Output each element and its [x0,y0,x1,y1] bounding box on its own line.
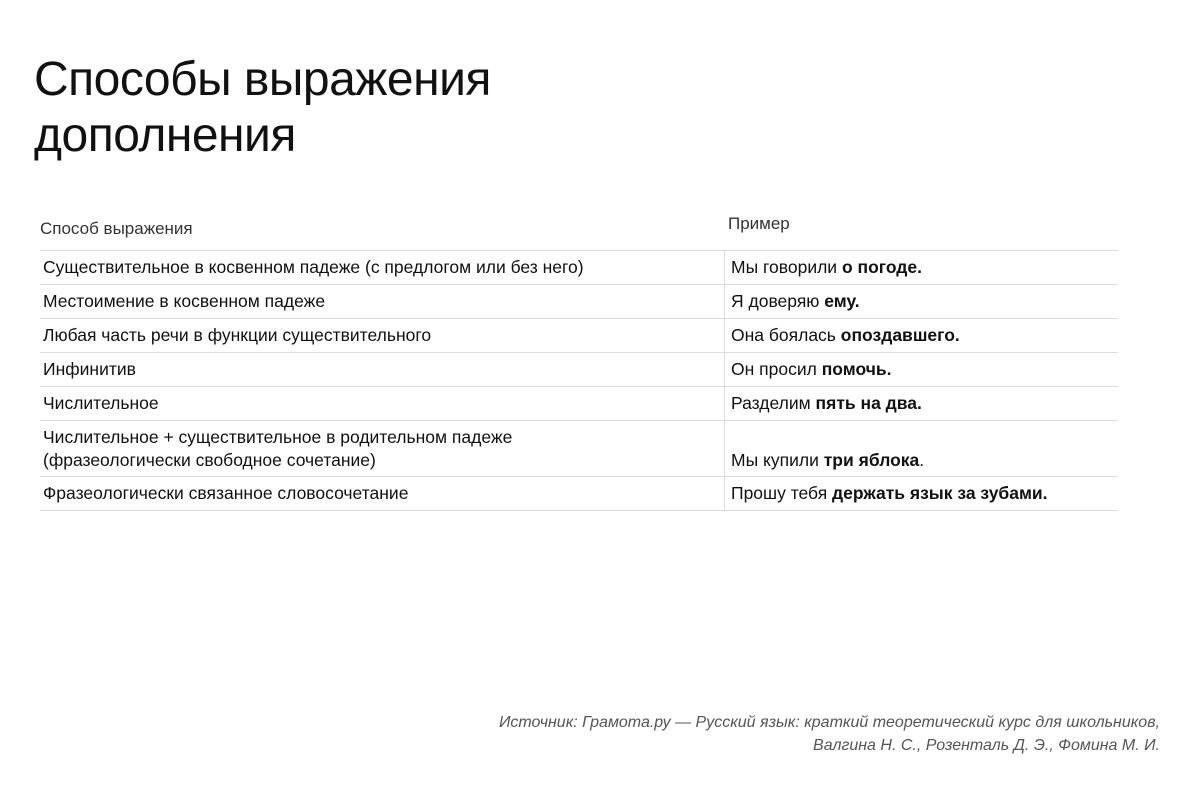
example-cell [725,353,1118,386]
example-text: Я доверяю [731,291,820,311]
example-suffix: . [919,450,925,470]
table-row [40,251,1118,285]
example-cell [725,421,1118,476]
example-cell [725,251,1118,284]
example-text: Разделим [731,393,811,413]
method-cell: Любая часть речи в функции существительного [40,319,725,352]
example-highlight: пять на два. [815,393,922,413]
example-highlight: о погоде. [841,257,922,277]
example-cell [725,285,1118,318]
source-line-2: Валгина Н. С., Розенталь Д. Э., Фомина М. И. [813,737,1160,754]
table-row [40,319,1118,353]
example-text: Прошу тебя [731,483,828,503]
page-title [34,52,734,164]
page-title-line-1: Способы выражения [34,53,491,106]
example-cell [725,387,1118,420]
table-row [40,387,1118,421]
method-cell: Местоимение в косвенном падеже [40,285,725,318]
header-example: Пример [728,214,790,233]
methods-table [40,200,1118,511]
page-title-line-2: дополнения [34,109,296,162]
method-line-1: Числительное + существительное в родительном падеже [43,426,513,447]
source-citation [499,711,1160,757]
table-row [40,353,1118,387]
table-row [40,285,1118,319]
example-highlight: держать язык за зубами. [832,483,1048,503]
method-cell: Инфинитив [40,353,725,386]
method-line-2: (фразеологически свободное сочетание) [43,449,376,470]
table-row [40,421,1118,477]
example-highlight: ему. [824,291,860,311]
example-highlight: опоздавшего. [840,325,960,345]
example-text: Она боялась [731,325,836,345]
method-cell: Существительное в косвенном падеже (с предлогом или без него) [40,251,725,284]
source-line-1: Источник: Грамота.ру — Русский язык: краткий теоретический курс для школьников, [498,714,1160,731]
method-cell: Числительное [40,387,725,420]
example-highlight: три яблока [823,450,920,470]
method-cell [40,421,725,476]
example-text: Мы купили [731,450,819,470]
example-highlight: помочь. [821,359,892,379]
example-cell [725,477,1118,510]
header-method: Способ выражения [40,219,193,238]
example-cell [725,319,1118,352]
example-text: Мы говорили [731,257,838,277]
table-header [40,200,1118,251]
table-row [40,477,1118,511]
method-cell: Фразеологически связанное словосочетание [40,477,725,510]
example-text: Он просил [731,359,817,379]
